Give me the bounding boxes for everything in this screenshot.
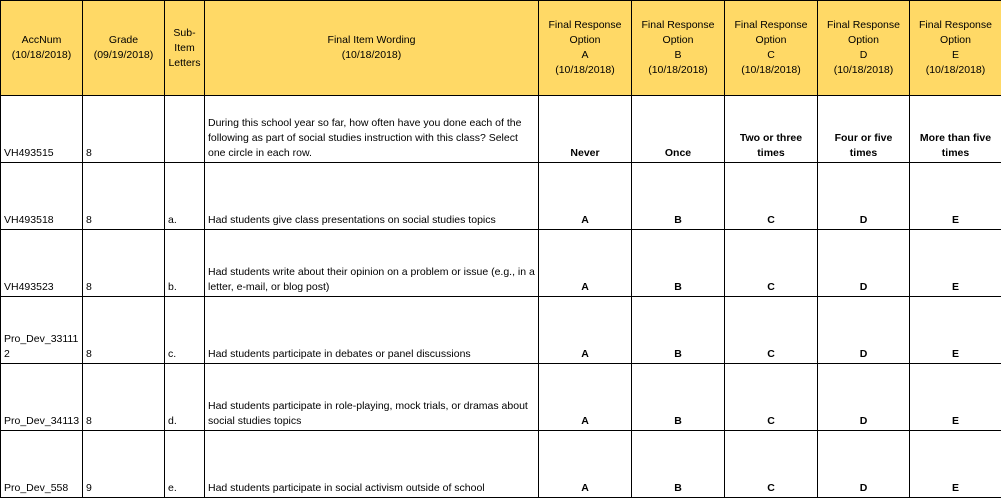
cell-option-e[interactable]: E [910, 230, 1001, 297]
header-accnum-title: AccNum [21, 34, 62, 46]
cell-grade[interactable]: 8 [83, 297, 165, 364]
header-grade[interactable] [83, 1, 165, 96]
cell-option-a[interactable]: A [539, 163, 632, 230]
cell-wording[interactable]: Had students participate in social activism outside of school [205, 431, 539, 498]
cell-option-a[interactable]: A [539, 364, 632, 431]
header-subitem-line2: Item [174, 41, 195, 54]
header-option-c[interactable] [725, 1, 818, 96]
cell-option-b[interactable]: B [632, 364, 725, 431]
cell-accnum[interactable]: Pro_Dev_331112 [1, 297, 83, 364]
cell-option-b[interactable]: B [632, 431, 725, 498]
cell-wording[interactable]: Had students participate in role-playing, mock trials, or dramas about social studies topics [205, 364, 539, 431]
cell-option-b[interactable]: B [632, 163, 725, 230]
cell-accnum[interactable]: VH493523 [1, 230, 83, 297]
cell-accnum[interactable]: Pro_Dev_558 [1, 431, 83, 498]
cell-option-b[interactable]: Once [632, 96, 725, 163]
cell-wording[interactable]: Had students give class presentations on social studies topics [205, 163, 539, 230]
table-row [1, 297, 1001, 364]
header-option-line1: Final Response [827, 19, 900, 31]
cell-grade[interactable]: 8 [83, 230, 165, 297]
cell-sub[interactable]: a. [165, 163, 205, 230]
header-option-letter: E [951, 49, 959, 61]
header-option-line2: Option [848, 34, 879, 46]
cell-accnum[interactable]: VH493515 [1, 96, 83, 163]
header-accnum[interactable] [1, 1, 83, 96]
cell-option-c[interactable]: C [725, 230, 818, 297]
header-grade-title: Grade [108, 34, 139, 46]
cell-option-a[interactable]: Never [539, 96, 632, 163]
header-option-e[interactable] [910, 1, 1001, 96]
table-row [1, 96, 1001, 163]
table-row [1, 230, 1001, 297]
header-option-date: (10/18/2018) [741, 64, 801, 76]
header-option-date: (10/18/2018) [648, 64, 708, 76]
header-subitem-line3: Letters [168, 56, 201, 69]
cell-sub[interactable]: d. [165, 364, 205, 431]
table-row [1, 364, 1001, 431]
header-option-line2: Option [569, 34, 601, 46]
cell-sub[interactable] [165, 96, 205, 163]
cell-grade[interactable]: 9 [83, 431, 165, 498]
cell-option-c[interactable]: Two or three times [725, 96, 818, 163]
cell-sub[interactable]: e. [165, 431, 205, 498]
cell-accnum[interactable]: Pro_Dev_34113 [1, 364, 83, 431]
cell-wording[interactable]: During this school year so far, how often have you done each of the following as part of social studies instruction with this class? Select one circle in each row. [205, 96, 539, 163]
header-option-line2: Option [755, 34, 787, 46]
header-option-date: (10/18/2018) [833, 64, 894, 76]
cell-option-d[interactable]: D [818, 431, 910, 498]
cell-wording[interactable]: Had students participate in debates or panel discussions [205, 297, 539, 364]
header-wording-title: Final Item Wording [327, 34, 416, 46]
header-row [1, 1, 1001, 96]
header-option-letter: C [767, 49, 775, 61]
header-subitem-line1: Sub- [173, 26, 196, 39]
header-option-letter: A [581, 49, 589, 61]
table-row [1, 431, 1001, 498]
cell-grade[interactable]: 8 [83, 163, 165, 230]
cell-option-d[interactable]: D [818, 364, 910, 431]
cell-option-c[interactable]: C [725, 163, 818, 230]
header-wording[interactable] [205, 1, 539, 96]
cell-option-d[interactable]: D [818, 163, 910, 230]
header-option-line1: Final Response [641, 19, 715, 31]
header-option-letter: B [674, 49, 682, 61]
header-option-letter: D [859, 49, 868, 61]
cell-option-b[interactable]: B [632, 230, 725, 297]
cell-option-d[interactable]: D [818, 230, 910, 297]
cell-option-c[interactable]: C [725, 431, 818, 498]
cell-option-a[interactable]: A [539, 230, 632, 297]
header-option-b[interactable] [632, 1, 725, 96]
header-option-date: (10/18/2018) [555, 64, 615, 76]
header-grade-date: (09/19/2018) [93, 49, 154, 61]
cell-option-d[interactable]: Four or five times [818, 96, 910, 163]
cell-option-e[interactable]: E [910, 163, 1001, 230]
cell-option-e[interactable]: E [910, 431, 1001, 498]
cell-option-e[interactable]: E [910, 364, 1001, 431]
header-wording-date: (10/18/2018) [341, 49, 402, 61]
cell-accnum[interactable]: VH493518 [1, 163, 83, 230]
header-option-line2: Option [662, 34, 694, 46]
header-subitem[interactable] [165, 1, 205, 96]
header-option-line1: Final Response [919, 19, 992, 31]
cell-sub[interactable]: b. [165, 230, 205, 297]
header-accnum-date: (10/18/2018) [11, 49, 72, 61]
cell-grade[interactable]: 8 [83, 364, 165, 431]
cell-option-d[interactable]: D [818, 297, 910, 364]
header-option-line1: Final Response [548, 19, 622, 31]
cell-wording[interactable]: Had students write about their opinion on a problem or issue (e.g., in a letter, e-mail, or blog post) [205, 230, 539, 297]
header-option-line1: Final Response [734, 19, 808, 31]
cell-option-a[interactable]: A [539, 431, 632, 498]
cell-option-e[interactable]: E [910, 297, 1001, 364]
cell-grade[interactable]: 8 [83, 96, 165, 163]
header-option-d[interactable] [818, 1, 910, 96]
cell-option-b[interactable]: B [632, 297, 725, 364]
header-option-date: (10/18/2018) [925, 64, 986, 76]
header-option-line2: Option [940, 34, 971, 46]
cell-option-e[interactable]: More than five times [910, 96, 1001, 163]
header-option-a[interactable] [539, 1, 632, 96]
cell-option-c[interactable]: C [725, 297, 818, 364]
cell-sub[interactable]: c. [165, 297, 205, 364]
cell-option-c[interactable]: C [725, 364, 818, 431]
table-row [1, 163, 1001, 230]
cell-option-a[interactable]: A [539, 297, 632, 364]
